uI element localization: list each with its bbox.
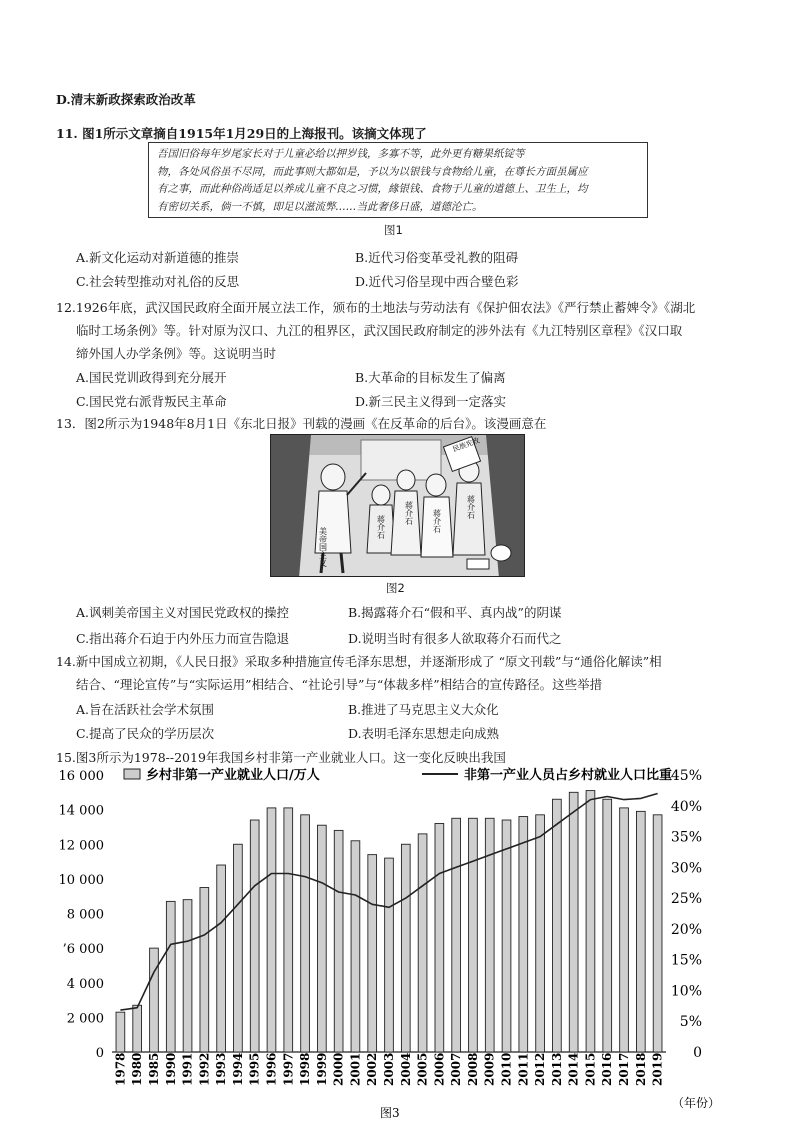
q12-stem-line1: 12.1926年底，武汉国民政府全面开展立法工作，颁布的土地法与劳动法有《保护佃农法》《严行禁止蓄婢令》《湖北 <box>56 300 696 315</box>
left-tick-label: 4 000 <box>66 976 104 992</box>
bar <box>452 818 461 1052</box>
x-tick-label: 2013 <box>549 1052 564 1086</box>
x-tick-label: 2019 <box>650 1052 665 1086</box>
q12-stem-line2: 临时工场条例》等。针对原为汉口、九江的租界区，武汉国民政府制定的涉外法有《九江特别区章程》《汉口取 <box>76 323 683 338</box>
q13-option-a[interactable]: A.讽刺美帝国主义对国民党政权的操控 <box>76 605 290 620</box>
x-tick-label: 1999 <box>314 1052 329 1086</box>
bar <box>334 830 343 1052</box>
right-tick-label: 25% <box>670 891 702 908</box>
q11-option-a[interactable]: A.新文化运动对新道德的推崇 <box>76 250 240 265</box>
x-tick-label: 2015 <box>583 1052 598 1086</box>
x-tick-label: 2002 <box>365 1052 380 1086</box>
x-tick-label: 2018 <box>633 1052 648 1086</box>
figure-3-label: 图3 <box>380 1106 400 1120</box>
x-tick-label: 1998 <box>298 1052 313 1086</box>
q13-option-d[interactable]: D.说明当时有很多人欲取蒋介石而代之 <box>348 631 562 646</box>
cartoon-label: 蒋介石 <box>376 515 386 539</box>
right-tick-label: 35% <box>670 829 702 846</box>
x-tick-label: 1993 <box>214 1052 229 1086</box>
x-tick-label: 1997 <box>281 1052 296 1086</box>
cartoon-label: 蒋介石 <box>432 509 442 533</box>
left-tick-label: 8 000 <box>66 907 104 923</box>
q13-option-b[interactable]: B.揭露蒋介石“假和平、真内战”的阴谋 <box>348 605 562 620</box>
x-tick-label: 2001 <box>348 1052 363 1086</box>
left-tick-label: ’6 000 <box>62 942 104 958</box>
figure-1-label: 图1 <box>384 223 403 237</box>
x-tick-label: 2014 <box>566 1052 581 1086</box>
right-tick-label: 15% <box>670 952 702 969</box>
q12-option-a[interactable]: A.国民党训政得到充分展开 <box>76 370 227 385</box>
cartoon-label: 蒋介石 <box>466 495 476 519</box>
q14-option-b[interactable]: B.推进了马克思主义大众化 <box>348 702 499 717</box>
bar <box>536 815 545 1052</box>
bar <box>133 1005 142 1052</box>
right-tick-label: 20% <box>670 921 702 938</box>
q11-stem: 11. 图1所示文章摘自1915年1月29日的上海报刊。该摘文体现了 <box>56 126 427 141</box>
x-tick-label: 2007 <box>449 1052 464 1086</box>
q10-option-d: D.清末新政探索政治改革 <box>56 92 196 107</box>
q12-option-b[interactable]: B.大革命的目标发生了偏离 <box>355 370 506 385</box>
left-tick-label: 12 000 <box>58 838 104 854</box>
bar <box>200 888 209 1052</box>
bar <box>116 1012 125 1052</box>
bar <box>418 834 427 1052</box>
left-tick-label: 2 000 <box>66 1011 104 1027</box>
x-tick-label: 1995 <box>247 1052 262 1086</box>
x-tick-label: 1991 <box>180 1052 195 1086</box>
bar <box>519 817 528 1052</box>
right-tick-label: 40% <box>670 798 702 815</box>
x-tick-label: 1994 <box>230 1052 245 1086</box>
bar <box>385 858 394 1052</box>
x-tick-label: 2009 <box>482 1052 497 1086</box>
x-tick-label: 1996 <box>264 1052 279 1086</box>
bar <box>586 791 595 1052</box>
x-axis-label: （年份） <box>672 1096 721 1110</box>
bar <box>351 841 360 1052</box>
x-tick-label: 1980 <box>130 1052 145 1086</box>
q11-option-d[interactable]: D.近代习俗呈现中西合璧色彩 <box>355 274 519 289</box>
x-tick-label: 1992 <box>197 1052 212 1086</box>
bar <box>653 815 662 1052</box>
q14-option-d[interactable]: D.表明毛泽东思想走向成熟 <box>348 726 500 741</box>
bar <box>284 808 293 1052</box>
bar <box>368 855 377 1052</box>
q12-option-d[interactable]: D.新三民主义得到一定落实 <box>355 394 507 409</box>
bar <box>301 815 310 1052</box>
bar <box>502 820 511 1052</box>
bar <box>553 799 562 1052</box>
left-tick-label: 10 000 <box>58 872 104 888</box>
right-tick-label: 45% <box>670 768 702 784</box>
q12-stem-line3: 缔外国人办学条例》等。这说明当时 <box>76 346 277 361</box>
right-tick-label: 10% <box>670 983 702 1000</box>
x-tick-label: 2005 <box>415 1052 430 1086</box>
quote-line: 有密切关系，倘一不慎，即足以滋流弊……当此奢侈日盛，道德沦亡。 <box>157 200 483 213</box>
cartoon-label: 美帝国主义 <box>318 527 328 567</box>
legend-bar-label: 乡村非第一产业就业人口/万人 <box>146 768 320 783</box>
left-tick-label: 16 000 <box>58 769 104 784</box>
cartoon-label: 民族宪政 <box>451 436 481 454</box>
legend-bar-swatch <box>124 769 140 779</box>
chart-legend <box>124 767 672 783</box>
x-tick-label: 2011 <box>516 1052 531 1086</box>
bar <box>217 865 226 1052</box>
quote-line: 物，各处风俗虽不尽同，而此事则大都如是，予以为以银钱与食物给儿童，在尊长方面虽属应 <box>157 165 588 178</box>
q15-stem: 15.图3所示为1978--2019年我国乡村非第一产业就业人口。这一变化反映出我国 <box>56 750 506 765</box>
q13-option-c[interactable]: C.指出蒋介石迫于内外压力而宣告隐退 <box>76 631 290 646</box>
figure-2-label: 图2 <box>386 581 405 595</box>
q11-option-b[interactable]: B.近代习俗变革受礼教的阻碍 <box>355 250 519 265</box>
x-tick-label: 2004 <box>398 1052 413 1086</box>
x-tick-label: 2000 <box>331 1052 346 1086</box>
bar <box>234 844 243 1052</box>
x-tick-label: 1985 <box>146 1052 161 1086</box>
q11-option-c[interactable]: C.社会转型推动对礼俗的反思 <box>76 274 240 289</box>
q12-option-c[interactable]: C.国民党右派背叛民主革命 <box>76 394 227 409</box>
x-tick-label: 2010 <box>499 1052 514 1086</box>
bar <box>183 900 192 1052</box>
bar <box>250 820 259 1052</box>
bar <box>317 825 326 1052</box>
q14-stem-line2: 结合、“理论宣传”与“实际运用”相结合、“社论引导”与“体裁多样”相结合的宣传路径。这些举措 <box>76 677 603 692</box>
bar <box>267 808 276 1052</box>
x-tick-label: 1990 <box>163 1052 178 1086</box>
bar <box>401 844 410 1052</box>
q14-option-a[interactable]: A.旨在活跃社会学术氛围 <box>76 702 215 717</box>
bar <box>636 811 645 1052</box>
x-tick-label: 2003 <box>382 1052 396 1086</box>
quote-line: 有之事，而此种俗尚适足以养成儿童不良之习惯，緣银钱、食物于儿童的道德上、卫生上，均 <box>157 183 588 195</box>
bar <box>166 901 175 1052</box>
q14-option-c[interactable]: C.提高了民众的学历层次 <box>76 726 215 741</box>
cartoon-label: 蒋介石 <box>404 501 414 525</box>
q14-stem-line1: 14.新中国成立初期，《人民日报》采取多种措施宣传毛泽东思想，并逐渐形成了 “原文刊载”与“通俗化解读”相 <box>56 654 662 669</box>
figure-3-chart <box>0 761 793 1121</box>
right-tick-label: 30% <box>670 860 702 877</box>
bar <box>469 818 478 1052</box>
bar <box>435 823 444 1052</box>
left-tick-label: 14 000 <box>58 803 104 819</box>
x-tick-label: 1978 <box>113 1052 128 1086</box>
bar <box>603 799 612 1052</box>
legend-line-label: 非第一产业人员占乡村就业人口比重 <box>464 768 673 783</box>
quote-line: 吾国旧俗每年岁尾家长对于儿童必给以押岁钱，多寡不等，此外更有糖果纸锭等 <box>157 148 525 160</box>
x-tick-label: 2016 <box>600 1052 615 1086</box>
bar <box>620 808 629 1052</box>
cartoon-in-reactionary-backstage <box>270 434 525 577</box>
bar <box>569 792 578 1052</box>
left-tick-label: 0 <box>95 1046 104 1061</box>
right-tick-label: 0 <box>693 1045 702 1061</box>
right-tick-label: 5% <box>679 1014 702 1031</box>
q11-quote-box <box>148 142 648 218</box>
x-tick-label: 2012 <box>533 1052 548 1086</box>
x-tick-label: 2008 <box>465 1052 480 1086</box>
bar <box>150 948 159 1052</box>
q13-stem: 13．图2所示为1948年8月1日《东北日报》刊载的漫画《在反革命的后台》。该漫画意在 <box>56 416 547 431</box>
cartoon-illustration <box>271 435 525 577</box>
x-tick-label: 2017 <box>617 1052 632 1086</box>
x-tick-label: 2006 <box>432 1052 447 1086</box>
